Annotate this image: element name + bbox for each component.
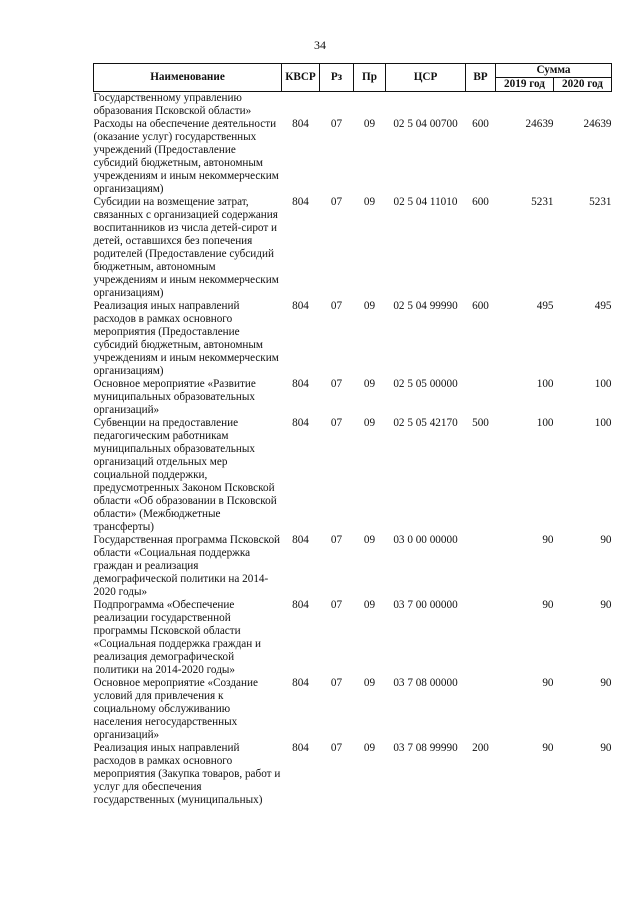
- cell-rz: 07: [330, 118, 343, 130]
- table-row: [94, 599, 612, 677]
- cell-2020: 100: [594, 378, 612, 390]
- cell-2020: [554, 92, 612, 119]
- header-kvsr: КВСР: [282, 64, 320, 92]
- cell-2019: 100: [536, 417, 554, 429]
- cell-kvsr: 804: [292, 534, 309, 546]
- cell-vr: 600: [472, 196, 489, 208]
- header-rz: Рз: [320, 64, 354, 92]
- cell-2020: 100: [594, 417, 612, 429]
- cell-csr: 03 0 00 00000: [393, 534, 458, 546]
- table-row: [94, 118, 612, 196]
- header-sum: Сумма: [496, 64, 612, 78]
- cell-2019: 90: [542, 599, 554, 611]
- cell-2020: 24639: [583, 118, 612, 130]
- cell-vr: 600: [472, 118, 489, 130]
- cell-vr: [466, 534, 496, 599]
- header-pr: Пр: [354, 64, 386, 92]
- cell-rz: [320, 92, 354, 119]
- header-csr: ЦСР: [386, 64, 466, 92]
- cell-2019: 5231: [531, 196, 554, 208]
- cell-name: Основное мероприятие «Развитие муниципальных образовательных организаций»: [93, 378, 256, 416]
- cell-pr: 09: [363, 599, 376, 611]
- cell-kvsr: 804: [292, 417, 309, 429]
- cell-2020: 5231: [589, 196, 612, 208]
- cell-2020: 90: [600, 599, 612, 611]
- cell-name: Реализация иных направлений расходов в рамках основного мероприятия (Закупка товаров, работ и услуг для обеспечения государственных (муниципальных): [93, 742, 281, 806]
- page-number: 34: [314, 38, 326, 52]
- cell-kvsr: 804: [292, 196, 309, 208]
- cell-kvsr: 804: [292, 378, 309, 390]
- cell-2020: 495: [594, 300, 612, 312]
- cell-2019: 100: [536, 378, 554, 390]
- cell-2020: 90: [600, 742, 612, 754]
- cell-csr: 03 7 08 99990: [393, 742, 458, 754]
- table-row: [94, 300, 612, 378]
- cell-2019: 90: [542, 742, 554, 754]
- header-name: Наименование: [94, 64, 282, 92]
- cell-csr: 02 5 05 42170: [393, 417, 458, 429]
- cell-2020: 90: [600, 677, 612, 689]
- cell-name: Государственному управлению образования Псковской области»: [93, 92, 252, 117]
- cell-pr: [354, 92, 386, 119]
- header-2020: 2020 год: [554, 78, 612, 92]
- cell-rz: 07: [330, 417, 343, 429]
- budget-table: [93, 63, 612, 807]
- cell-name: Подпрограмма «Обеспечение реализации государственной программы Псковской области «Социальная поддержка граждан и реализация демографической политики на 2014-2020 годы»: [93, 599, 262, 676]
- cell-rz: 07: [330, 599, 343, 611]
- cell-2020: 90: [600, 534, 612, 546]
- cell-kvsr: 804: [292, 742, 309, 754]
- cell-rz: 07: [330, 378, 343, 390]
- table-row: [94, 196, 612, 300]
- table-row: [94, 378, 612, 417]
- cell-rz: 07: [330, 677, 343, 689]
- cell-vr: [466, 677, 496, 742]
- cell-vr: [466, 92, 496, 119]
- cell-kvsr: 804: [292, 677, 309, 689]
- cell-pr: 09: [363, 417, 376, 429]
- cell-pr: 09: [363, 118, 376, 130]
- cell-vr: 600: [472, 300, 489, 312]
- table-row: [94, 742, 612, 807]
- cell-pr: 09: [363, 196, 376, 208]
- cell-2019: 90: [542, 534, 554, 546]
- cell-2019: 24639: [525, 118, 554, 130]
- table-row: [94, 677, 612, 742]
- cell-csr: 02 5 05 00000: [393, 378, 458, 390]
- cell-csr: [386, 92, 466, 119]
- cell-vr: 200: [472, 742, 489, 754]
- cell-pr: 09: [363, 300, 376, 312]
- cell-name: Расходы на обеспечение деятельности (оказание услуг) государственных учреждений (Предоставление субсидий бюджетным, автономным учреждениям и иным некоммерческим организациям): [93, 118, 279, 195]
- header-vr: ВР: [466, 64, 496, 92]
- cell-csr: 03 7 00 00000: [393, 599, 458, 611]
- cell-kvsr: 804: [292, 599, 309, 611]
- cell-2019: [496, 92, 554, 119]
- cell-name: Государственная программа Псковской области «Социальная поддержка граждан и реализация демографической политики на 2014-2020 годы»: [93, 534, 281, 598]
- cell-vr: 500: [472, 417, 489, 429]
- table-row: [94, 417, 612, 534]
- cell-2019: 90: [542, 677, 554, 689]
- cell-kvsr: [282, 92, 320, 119]
- cell-kvsr: 804: [292, 300, 309, 312]
- cell-csr: 02 5 04 11010: [393, 196, 458, 208]
- cell-pr: 09: [363, 534, 376, 546]
- header-2019: 2019 год: [496, 78, 554, 92]
- cell-pr: 09: [363, 677, 376, 689]
- cell-rz: 07: [330, 742, 343, 754]
- cell-pr: 09: [363, 742, 376, 754]
- cell-csr: 03 7 08 00000: [393, 677, 458, 689]
- cell-name: Субвенции на предоставление педагогическим работникам муниципальных образовательных организаций отдельных мер социальной поддержки, предусмотренных Законом Псковской области «Об образовании в Псковской области» (Межбюджетные трансферты): [93, 417, 277, 533]
- cell-rz: 07: [330, 196, 343, 208]
- table-body: [94, 92, 612, 808]
- cell-name: Субсидии на возмещение затрат, связанных с организацией содержания воспитанников из числа детей-сирот и детей, оставшихся без попечения родителей (Предоставление субсидий бюджетным, автономным учреждениям и иным некоммерческим организациям): [93, 196, 279, 299]
- cell-pr: 09: [363, 378, 376, 390]
- cell-kvsr: 804: [292, 118, 309, 130]
- cell-2019: 495: [536, 300, 554, 312]
- table-row: [94, 92, 612, 119]
- cell-name: Реализация иных направлений расходов в рамках основного мероприятия (Предоставление субсидий бюджетным, автономным учреждениям и иным некоммерческим организациям): [93, 300, 279, 377]
- cell-name: Основное мероприятие «Создание условий для привлечения к социальному обслуживанию населения негосударственных организаций»: [93, 677, 258, 741]
- cell-csr: 02 5 04 99990: [393, 300, 458, 312]
- cell-vr: [466, 599, 496, 677]
- table-row: [94, 534, 612, 599]
- cell-vr: [466, 378, 496, 417]
- cell-csr: 02 5 04 00700: [393, 118, 458, 130]
- cell-rz: 07: [330, 534, 343, 546]
- cell-rz: 07: [330, 300, 343, 312]
